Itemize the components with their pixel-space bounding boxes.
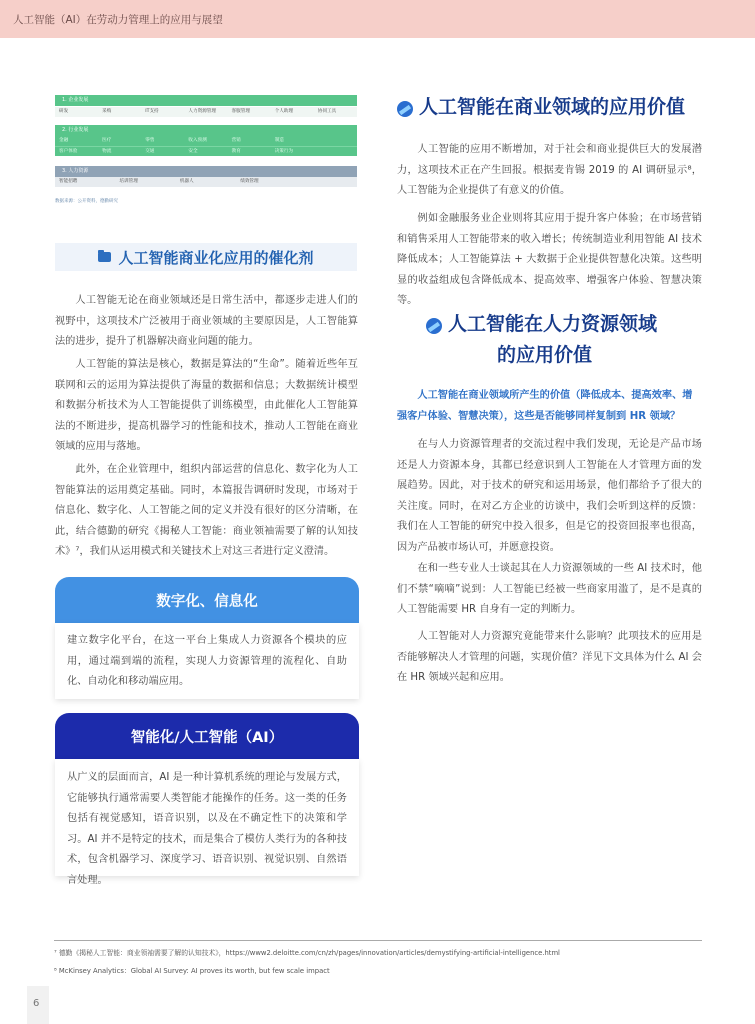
diagram-cell: 协同工具 bbox=[317, 109, 337, 114]
right-paragraph-5: 人工智能对人力资源究竟能带来什么影响？此项技术的应用是否能够解决人才管理的问题，实现价值？洋见下文具体为什么 AI 会在 HR 领域兴起和应用。 bbox=[397, 631, 702, 683]
diagram-cell bbox=[314, 147, 357, 156]
diagram-cell: 零售 bbox=[145, 138, 155, 143]
left-paragraph-1: 人工智能无论在商业领域还是日常生活中，都逐步走进人们的视野中，这项技术广泛被用于商业领域的主要原因是，人工智能算法的进步，提升了机器解决商业问题的能力。 bbox=[55, 295, 358, 347]
diagram-cell: 采购 bbox=[102, 109, 112, 114]
left-paragraph-2: 人工智能的算法是核心，数据是算法的“生命”。随着近些年互联网和云的运用为算法提供了海量的数据和信息；大数据统计模型和数据分析技术为人工智能提供了训练模型，由此催化人工智能算法的不断进步，提高机器学习的性能和技术，推动人工智能在商业领域的应用与落地。 bbox=[55, 359, 358, 452]
running-title: 人工智能（AI）在劳动力管理上的应用与展望 bbox=[13, 14, 223, 26]
diagram-cell: 机器人 bbox=[179, 179, 194, 184]
diagram-cell: 绩效管理 bbox=[240, 179, 259, 184]
page-number: 6 bbox=[33, 998, 40, 1009]
diagram-cell: 医疗 bbox=[102, 138, 112, 143]
diagram-cell: 个人助理 bbox=[274, 109, 294, 114]
right-paragraph-1: 人工智能的应用不断增加，对于社会和商业提供巨大的发展潜力，这项技术正在产生回报。根据麦肯锡 2019 的 AI 调研显示⁸，人工智能为企业提供了有意义的价值。 bbox=[397, 144, 702, 196]
diagram-cell: 安全 bbox=[188, 149, 198, 154]
diagram-cell: 教育 bbox=[231, 149, 241, 154]
diagram-bar-enterprise: 1. 企业发展 bbox=[55, 95, 357, 106]
footnote-divider bbox=[54, 940, 702, 941]
diagram-cell: 营销 bbox=[231, 138, 241, 143]
diagram-row-industry-b bbox=[55, 146, 357, 156]
diagram-source-note: 数据来源：公开资料，德勤研究 bbox=[55, 199, 118, 204]
diagram-cell: 交通 bbox=[145, 149, 155, 154]
card-ai-header: 智能化/人工智能（AI） bbox=[55, 713, 359, 759]
folder-icon bbox=[98, 252, 111, 262]
business-value-heading: 人工智能在商业领域的应用价值 bbox=[419, 96, 686, 118]
ai-application-diagram bbox=[55, 95, 357, 204]
hr-value-heading-line1: 人工智能在人力资源领域 bbox=[448, 313, 658, 335]
diagram-cell: 物流 bbox=[102, 149, 112, 154]
section-icon bbox=[426, 318, 442, 334]
diagram-cell: 制造 bbox=[274, 138, 284, 143]
catalyst-heading-text: 人工智能商业化应用的催化剂 bbox=[118, 248, 314, 267]
right-paragraph-2: 例如金融服务业企业则将其应用于提升客户体验；在市场营销和销售采用人工智能带来的收入增长；传统制造业利用智能 AI 技术降低成本；人工智能算法 + 大数据于企业提供智慧化决策。这些明显的收益组成包含降低成本、提高效率、增强客户体验、智慧决策等。 bbox=[397, 213, 702, 306]
diagram-cell: 收入预测 bbox=[188, 138, 207, 143]
diagram-cell: 客服管理 bbox=[231, 109, 250, 114]
diagram-bar-hr: 3. 人力资源 bbox=[55, 166, 357, 177]
card-digitalization-header: 数字化、信息化 bbox=[55, 577, 359, 623]
card-digitalization-body bbox=[55, 623, 359, 699]
card-ai-text: 从广义的层面而言，AI 是一种计算机系统的理论与发展方式，它能够执行通常需要人类智能才能操作的任务。这一类的任务包括有视觉感知，语音识别，以及在不确定性下的决策和学习。AI 并不是特定的技术，而是集合了模仿人类行为的各种技术，包含机器学习、深度学习、语音识别、视觉识别、自然语言处理。 bbox=[67, 772, 347, 886]
diagram-cell bbox=[297, 177, 357, 187]
diagram-cell: 培训管理 bbox=[119, 179, 138, 184]
left-paragraph-3: 此外，在企业管理中，组织内部运营的信息化、数字化为人工智能算法的运用奠定基础。同时，本篇报告调研时发现，市场对于信息化、数字化、人工智能之间的定义并没有很好的区分清晰，在此，结合德勤的研究《揭秘人工智能：商业领袖需要了解的认知技术》⁷，我们从运用模式和关键技术上对这三者进行定义澄清。 bbox=[55, 464, 358, 557]
diagram-row-industry-a bbox=[55, 136, 357, 146]
diagram-bar-industry: 2. 行业发展 bbox=[55, 125, 357, 136]
right-paragraph-3: 在与人力资源管理者的交流过程中我们发现，无论是产品市场还是人力资源本身，其都已经意识到人工智能在人才管理方面的发展趋势。因此，对于技术的研究和运用场景，他们都给予了很大的关注度。同时，在对乙方企业的访谈中，我们会听到这样的反馈：我们在人工智能的研究中投入很多，但是它的投资回报率也很高，因为产品被市场认可，并愿意投资。 bbox=[397, 439, 702, 553]
card-ai-body bbox=[55, 759, 359, 886]
diagram-row-enterprise bbox=[55, 107, 357, 117]
diagram-cell: 智能招聘 bbox=[59, 179, 78, 184]
diagram-cell: 人力资源管理 bbox=[188, 109, 216, 114]
footnote-7: ⁷ 德勤《揭秘人工智能：商业领袖需要了解的认知技术》，https://www2.deloitte.com/cn/zh/pages/innovation/articles/demystifying-artificial-intelligence.html bbox=[54, 949, 560, 957]
section-icon bbox=[397, 101, 413, 117]
catalyst-heading bbox=[55, 243, 357, 271]
diagram-row-hr bbox=[55, 177, 357, 187]
hr-value-subheading: 人工智能在商业领域所产生的价值（降低成本、提高效率、增强客户体验、智慧决策），这些是否能够同样复制到 HR 领域？ bbox=[397, 390, 693, 422]
diagram-cell: 决策行为 bbox=[274, 149, 294, 154]
footnote-8: ⁸ McKinsey Analytics：Global AI Survey: AI proves its worth, but few scale impact bbox=[54, 967, 330, 975]
diagram-cell: 研发 bbox=[59, 109, 69, 114]
diagram-cell: IT支持 bbox=[145, 109, 159, 114]
header-band bbox=[0, 0, 755, 38]
card-digitalization-text: 建立数字化平台，在这一平台上集成人力资源各个模块的应用，通过端到端的流程，实现人力资源管理的流程化、自助化、自动化和移动端应用。 bbox=[67, 635, 347, 687]
hr-value-heading-line2: 的应用价值 bbox=[497, 344, 593, 366]
diagram-cell: 客户体验 bbox=[59, 149, 78, 154]
diagram-cell: 金融 bbox=[59, 138, 69, 143]
right-paragraph-4: 在和一些专业人士谈起其在人力资源领域的一些 AI 技术时，他们不禁“嘀嘀”说到：人工智能已经被一些商家用滥了，是不是真的人工智能需要 HR 自身有一定的判断力。 bbox=[397, 563, 702, 615]
diagram-cell bbox=[314, 136, 357, 146]
